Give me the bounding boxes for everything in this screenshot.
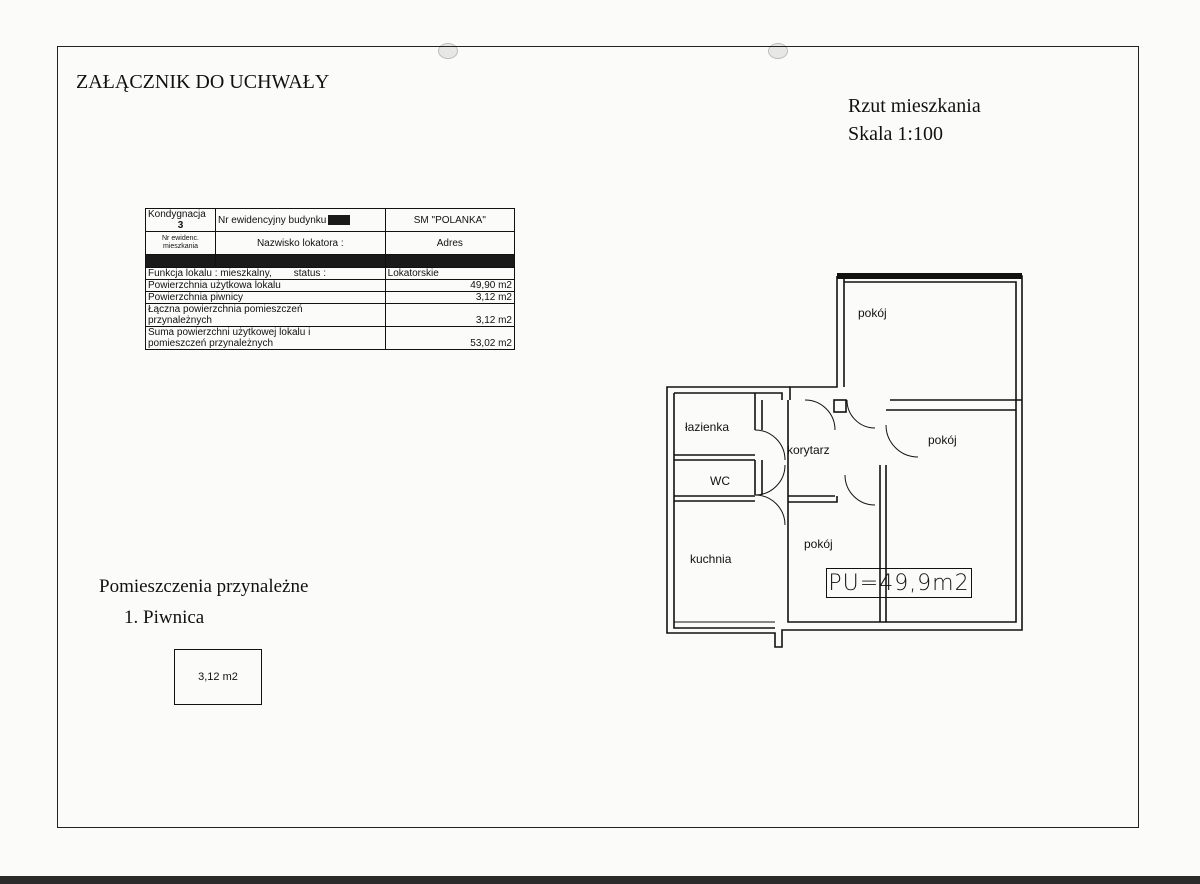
- tenant-label: Nazwisko lokatora :: [215, 232, 385, 255]
- table-row: [146, 255, 515, 268]
- plan-scale: Skala 1:100: [848, 123, 943, 145]
- table-row: [146, 209, 515, 232]
- apartment-info-table: [145, 208, 515, 350]
- table-row: Łączna powierzchnia pomieszczeń przynależnych 3,12 m2: [146, 304, 515, 327]
- table-row: [146, 268, 515, 280]
- redaction: [146, 255, 215, 267]
- plan-caption-title: Rzut mieszkania: [848, 95, 981, 117]
- cellar-plan: 3,12 m2: [174, 649, 262, 705]
- cooperative-cell: SM "POLANKA": [385, 209, 514, 232]
- accessory-rooms-heading: Pomieszczenia przynależne: [99, 576, 309, 597]
- room-label: pokój: [928, 433, 957, 447]
- room-label: WC: [710, 474, 730, 488]
- room-label: korytarz: [787, 443, 830, 457]
- building-cell: Nr ewidencyjny budynku: [215, 209, 385, 232]
- usable-area-label: PU=49,9m2: [826, 568, 972, 598]
- redaction: [386, 255, 514, 267]
- room-label: pokój: [858, 306, 887, 320]
- redaction: [328, 215, 350, 225]
- redaction: [216, 255, 385, 267]
- address-label: Adres: [385, 232, 514, 255]
- status-value: Lokatorskie: [385, 268, 514, 280]
- table-row: Powierzchnia użytkowa lokalu 49,90 m2: [146, 280, 515, 292]
- document-title: ZAŁĄCZNIK DO UCHWAŁY: [76, 71, 330, 93]
- plan-caption: [848, 92, 981, 148]
- room-label: kuchnia: [690, 552, 732, 566]
- floor-cell: Kondygnacja 3: [146, 209, 216, 232]
- room-label: pokój: [804, 537, 833, 551]
- room-label: łazienka: [685, 420, 730, 434]
- accessory-room-item: 1. Piwnica: [124, 607, 205, 628]
- apartment-number-label: Nr ewidenc. mieszkania: [146, 232, 216, 255]
- function-cell: Funkcja lokalu : mieszkalny, status :: [146, 268, 386, 280]
- table-row: [146, 232, 515, 255]
- table-row: Powierzchnia piwnicy 3,12 m2: [146, 292, 515, 304]
- scan-edge: [0, 876, 1200, 884]
- table-row: Suma powierzchni użytkowej lokalu i pomieszczeń przynależnych 53,02 m2: [146, 327, 515, 350]
